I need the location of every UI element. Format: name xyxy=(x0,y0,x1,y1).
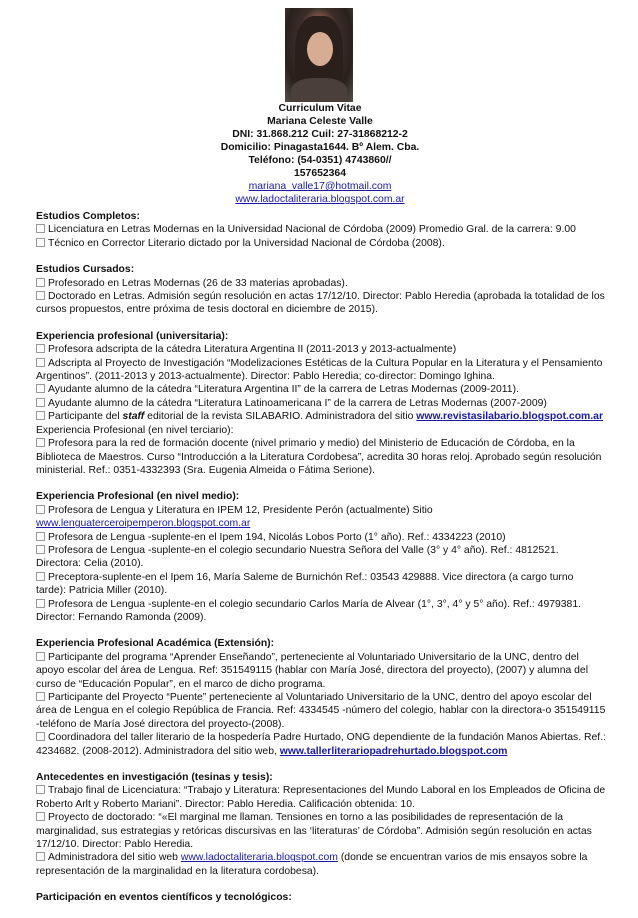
cv-body xyxy=(36,210,606,918)
cv-dni: DNI: 31.868.212 Cuil: 27-31868212-2 xyxy=(232,129,408,140)
list-item: Preceptora-suplente-en el Ipem 16, María Saleme de Burnichón Ref.: 03543 429888. Vice directora (a cargo turno tarde): Patricia Miller (2010). xyxy=(36,571,574,597)
email-link[interactable]: mariana_valle17@hotmail.com xyxy=(248,181,392,192)
photo-shirt xyxy=(291,78,347,102)
checkbox-bullet-icon xyxy=(36,572,45,581)
checkbox-bullet-icon xyxy=(36,238,45,247)
checkbox-bullet-icon xyxy=(36,505,45,514)
section-estudios-cursados xyxy=(36,263,606,317)
cv-phone-2: 157652364 xyxy=(293,168,346,179)
checkbox-bullet-icon xyxy=(36,732,45,741)
section-title: Experiencia Profesional Académica (Extensión): xyxy=(36,638,275,650)
list-item: Profesora de Lengua -suplente-en el Ipem 194, Nicolás Lobos Porto (1° año). Ref.: 4334223 (2010) xyxy=(36,531,606,544)
list-item: Participante del staff editorial de la revista SILABARIO. Administradora del sitio www.revistasilabario.blogspot.com.ar xyxy=(36,410,606,423)
checkbox-bullet-icon xyxy=(36,344,45,353)
section-investigacion xyxy=(36,771,606,878)
list-item: Ayudante alumno de la cátedra “Literatura Argentina II” de la carrera de Letras Modernas (2009-2011). xyxy=(36,383,606,396)
list-item: Técnico en Corrector Literario dictado por la Universidad Nacional de Córdoba (2008). xyxy=(36,237,606,250)
list-item: Profesora adscripta de la cátedra Literatura Argentina II (2011-2013 y 2013-actualmente) xyxy=(36,343,606,356)
silabario-link[interactable]: www.revistasilabario.blogspot.com.ar xyxy=(416,411,603,423)
list-item: Trabajo final de Licenciatura: “Trabajo y Literatura: Representaciones del Mundo Laboral en los Empleados de Oficina de Roberto Arlt y Roberto Mariani”. Director: Pablo Heredia. Calificación obtenida: 10. xyxy=(36,785,606,810)
website-link[interactable]: www.ladoctaliteraria.blogspot.com.ar xyxy=(235,194,405,205)
list-item: Profesora de Lengua y Literatura en IPEM 12, Presidente Perón (actualmente) Sitio www.lenguaterceroipemperon.blogspot.com.ar xyxy=(36,504,433,530)
list-item: Participante del programa “Aprender Enseñando”, perteneciente al Voluntariado Universitario de la UNC, dentro del apoyo escolar del área de Lengua. Ref: 351549115 (hablar con María José, directora del proyecto), (2007) y alumna del curso de “Educación Popular”, en el marco de dicho programa. xyxy=(36,651,589,690)
cv-phone-1: Teléfono: (54-0351) 4743860// xyxy=(248,155,392,166)
section-title: Antecedentes en investigación (tesinas y tesis): xyxy=(36,772,273,784)
checkbox-bullet-icon xyxy=(36,599,45,608)
docta-link[interactable]: www.ladoctaliteraria.blogspot.com xyxy=(180,852,338,864)
section-experiencia-medio xyxy=(36,490,606,624)
checkbox-bullet-icon xyxy=(36,358,45,367)
checkbox-bullet-icon xyxy=(36,652,45,661)
list-item: Participante del Proyecto “Puente” perteneciente al Voluntariado Universitario de la UNC, dentro del apoyo escolar del área de Lengua en el colegio República de Francia. Ref: 4334545 -número del colegio, hablar con la directora-o 351549115 -teléfono de María José directora del proyecto-(2008). xyxy=(36,692,606,730)
checkbox-bullet-icon xyxy=(36,224,45,233)
checkbox-bullet-icon xyxy=(36,291,45,300)
section-title: Experiencia profesional (universitaria): xyxy=(36,330,229,342)
section-title: Experiencia Profesional (en nivel medio): xyxy=(36,491,240,503)
section-title: Estudios Cursados: xyxy=(36,264,135,276)
checkbox-bullet-icon xyxy=(36,398,45,407)
cv-address: Domicilio: Pinagasta1644. Bº Alem. Cba. xyxy=(220,142,420,153)
checkbox-bullet-icon xyxy=(36,278,45,287)
list-item: Profesora para la red de formación docente (nivel primario y medio) del Ministerio de Educación de Córdoba, en la Biblioteca de Maestros. Curso “Introducción a la Literatura Cordobesa”, acredita 30 horas reloj. Aprobado según resolución ministerial. Ref.: 0351-4332393 (Sra. Eugenia Almeida o Fátima Serione). xyxy=(36,438,602,476)
list-item: Coordinadora del taller literario de la hospedería Padre Hurtado, ONG dependiente de la fundación Manos Abiertas. Ref.: 4234682. (2008-2012). Administradora del sitio web, www.tallerliterariopadrehurtado.blogspot.com xyxy=(36,732,606,757)
list-item: Ayudante alumno de la cátedra “Literatura Latinoamericana I” de la carrera de Letras Modernas (2007-2009) xyxy=(36,397,606,410)
cv-name: Mariana Celeste Valle xyxy=(267,116,373,127)
list-item: Adscripta al Proyecto de Investigación “Modelizaciones Estéticas de la Cultura Popular en la Literatura y el Pensamiento Argentinos”. (2011-2013 y 2013-actualmente). Director: Pablo Heredia; co-director: Domingo Ighina. xyxy=(36,357,603,383)
photo-face xyxy=(307,32,333,66)
list-item: Profesora de Lengua -suplente-en el colegio secundario Nuestra Señora del Valle (3° y 4° año). Ref.: 4812521. Directora: Celia (2010). xyxy=(36,544,559,570)
padre-hurtado-link[interactable]: www.tallerliterariopadrehurtado.blogspot.com xyxy=(279,745,508,757)
list-item: Licenciatura en Letras Modernas en la Universidad Nacional de Córdoba (2009) Promedio Gral. de la carrera: 9.00 xyxy=(36,223,606,236)
section-title: Participación en eventos científicos y tecnológicos: xyxy=(36,892,292,904)
checkbox-bullet-icon xyxy=(36,438,45,447)
checkbox-bullet-icon xyxy=(36,411,45,420)
profile-photo xyxy=(285,8,353,102)
section-estudios-completos xyxy=(36,210,606,250)
section-eventos xyxy=(36,891,606,904)
list-item: Proyecto de doctorado: “«El marginal me llaman. Tensiones en torno a las posibilidades de representación de la marginalidad, sus estrategias y retóricas discursivas en las ‘literaturas’ de Córdoba”. Admisión según resolución en actas 17/12/10. Director: Pablo Heredia. xyxy=(36,812,592,851)
checkbox-bullet-icon xyxy=(36,812,45,821)
checkbox-bullet-icon xyxy=(36,692,45,701)
list-item: Doctorado en Letras. Admisión según resolución en actas 17/12/10. Director: Pablo Heredia (aprobada la totalidad de los cursos propuestos, entre próxima de tesis doctoral en diciembre de 2015). xyxy=(36,291,605,316)
checkbox-bullet-icon xyxy=(36,384,45,393)
terciario-label: Experiencia Profesional (en nivel terciario): xyxy=(36,424,234,436)
checkbox-bullet-icon xyxy=(36,545,45,554)
section-extension xyxy=(36,637,606,758)
lengua-link[interactable]: www.lenguaterceroipemperon.blogspot.com.ar xyxy=(36,518,251,530)
list-item: Profesora de Lengua -suplente-en el colegio secundario Carlos María de Alvear (1°, 3°, 4° y 5° año). Ref.: 4979381. Director: Fernando Ramonda (2009). xyxy=(36,598,582,623)
cv-title: Curriculum Vitae xyxy=(278,103,362,114)
cv-header xyxy=(220,102,420,206)
section-experiencia-universitaria xyxy=(36,330,606,477)
section-title: Estudios Completos: xyxy=(36,211,140,222)
checkbox-bullet-icon xyxy=(36,785,45,794)
list-item: Profesorado en Letras Modernas (26 de 33 materias aprobadas). xyxy=(36,277,606,290)
list-item: Administradora del sitio web www.ladoctaliteraria.blogspot.com (donde se encuentran varios de mis ensayos sobre la representación de la marginalidad en la literatura cordobesa). xyxy=(36,852,588,877)
checkbox-bullet-icon xyxy=(36,852,45,861)
checkbox-bullet-icon xyxy=(36,532,45,541)
